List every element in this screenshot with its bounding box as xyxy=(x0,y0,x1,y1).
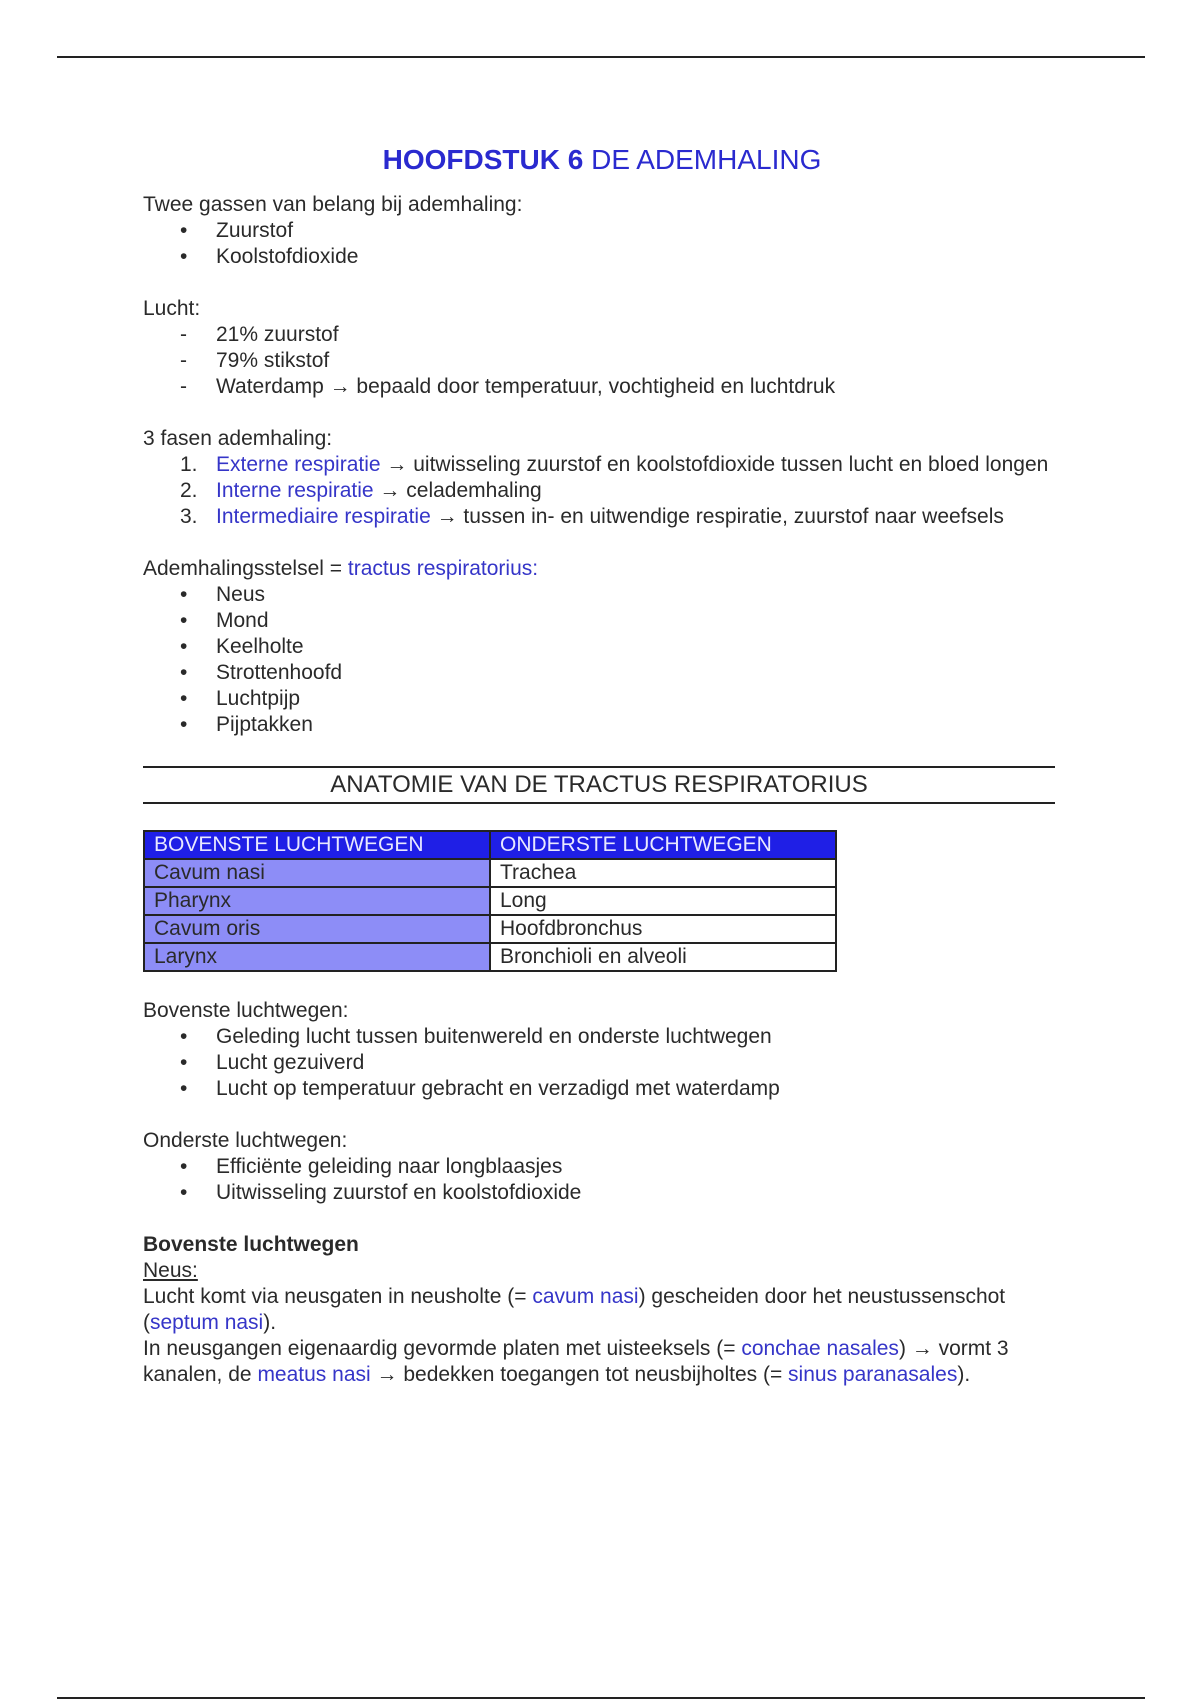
bullet-icon: • xyxy=(180,635,188,658)
term: sinus paranasales xyxy=(788,1363,958,1386)
list-item: • Keelholte xyxy=(180,635,304,658)
term: tractus respiratorius xyxy=(347,557,533,580)
term: Externe respiratie xyxy=(216,453,381,476)
dash-icon: - xyxy=(180,375,187,398)
lucht-intro: Lucht: xyxy=(143,297,201,320)
table-cell: Cavum oris xyxy=(144,915,490,943)
bullet-icon: • xyxy=(180,1181,188,1204)
bullet-icon: • xyxy=(180,1025,188,1048)
term: septum nasi xyxy=(150,1311,264,1334)
table-row xyxy=(144,915,836,943)
title-rest: DE ADEMHALING xyxy=(583,144,822,175)
bullet-icon: • xyxy=(180,1051,188,1074)
term: meatus nasi xyxy=(257,1363,371,1386)
page-top-rule xyxy=(57,56,1145,58)
list-item: • Zuurstof xyxy=(180,219,294,242)
list-item: • Strottenhoofd xyxy=(180,661,343,684)
term: Intermediaire respiratie xyxy=(216,505,431,528)
bullet-icon: • xyxy=(180,219,188,242)
term: Interne respiratie xyxy=(216,479,374,502)
dash-icon: - xyxy=(180,323,187,346)
term: conchae nasales xyxy=(741,1337,899,1360)
table-header-cell: ONDERSTE LUCHTWEGEN xyxy=(490,831,836,859)
table-cell: Pharynx xyxy=(144,887,490,915)
table-cell: Hoofdbronchus xyxy=(490,915,836,943)
bullet-icon: • xyxy=(180,687,188,710)
table-cell: Cavum nasi xyxy=(144,859,490,887)
stelsel-intro: Ademhalingsstelsel = tractus respiratorius: xyxy=(143,557,539,580)
fasen-list xyxy=(143,452,1063,530)
table-cell: Bronchioli en alveoli xyxy=(490,943,836,971)
list-item: 1. Externe respiratie → uitwisseling zuurstof en koolstofdioxide tussen lucht en bloed longen xyxy=(180,453,1049,476)
bullet-icon: • xyxy=(180,1077,188,1100)
list-item: - 21% zuurstof xyxy=(180,323,339,346)
table-cell: Larynx xyxy=(144,943,490,971)
gassen-intro: Twee gassen van belang bij ademhaling: xyxy=(143,193,523,216)
neus-heading: Bovenste luchtwegen xyxy=(143,1233,359,1256)
page-title xyxy=(141,140,1063,180)
stelsel-list xyxy=(143,582,1063,738)
title-bold: HOOFDSTUK 6 xyxy=(382,144,584,175)
onderste-list xyxy=(143,1154,1063,1206)
dash-icon: - xyxy=(180,349,187,372)
list-item: • Koolstofdioxide xyxy=(180,245,359,268)
neus-subheading: Neus: xyxy=(143,1259,198,1282)
section-heading: ANATOMIE VAN DE TRACTUS RESPIRATORIUS xyxy=(143,766,1055,804)
fasen-intro: 3 fasen ademhaling: xyxy=(143,427,333,450)
list-item: • Neus xyxy=(180,583,266,606)
table-header-cell: BOVENSTE LUCHTWEGEN xyxy=(144,831,490,859)
gassen-list xyxy=(143,218,1063,270)
table-row xyxy=(144,859,836,887)
list-item: 2. Interne respiratie → celademhaling xyxy=(180,479,542,502)
table-cell: Trachea xyxy=(490,859,836,887)
list-item: • Efficiënte geleiding naar longblaasjes xyxy=(180,1155,563,1178)
bullet-icon: • xyxy=(180,1155,188,1178)
neus-paragraph-1: Lucht komt via neusgaten in neusholte (= cavum nasi) gescheiden door het neustussenschot (septum nasi). xyxy=(143,1285,1006,1334)
onderste-intro: Onderste luchtwegen: xyxy=(143,1129,348,1152)
bovenste-list xyxy=(143,1024,1063,1102)
bovenste-intro: Bovenste luchtwegen: xyxy=(143,999,349,1022)
list-item: • Mond xyxy=(180,609,269,632)
bullet-icon: • xyxy=(180,583,188,606)
list-item: 3. Intermediaire respiratie → tussen in- en uitwendige respiratie, zuurstof naar weefsels xyxy=(180,505,1004,528)
table-row xyxy=(144,943,836,971)
bullet-icon: • xyxy=(180,713,188,736)
list-item: - 79% stikstof xyxy=(180,349,330,372)
list-item: • Uitwisseling zuurstof en koolstofdioxide xyxy=(180,1181,582,1204)
bullet-icon: • xyxy=(180,609,188,632)
list-item: • Luchtpijp xyxy=(180,687,301,710)
bullet-icon: • xyxy=(180,245,188,268)
list-item: • Geleding lucht tussen buitenwereld en onderste luchtwegen xyxy=(180,1025,772,1048)
bullet-icon: • xyxy=(180,661,188,684)
anatomy-table xyxy=(143,830,837,972)
page-bottom-rule xyxy=(57,1697,1145,1699)
list-item: • Lucht gezuiverd xyxy=(180,1051,365,1074)
list-item: • Pijptakken xyxy=(180,713,313,736)
table-row xyxy=(144,887,836,915)
lucht-list xyxy=(143,322,1063,400)
document-body xyxy=(143,140,1063,1388)
list-item: • Lucht op temperatuur gebracht en verzadigd met waterdamp xyxy=(180,1077,780,1100)
term: cavum nasi xyxy=(532,1285,639,1308)
list-item: - Waterdamp → bepaald door temperatuur, vochtigheid en luchtdruk xyxy=(180,375,836,398)
table-header-row xyxy=(144,831,836,859)
neus-paragraph-2: In neusgangen eigenaardig gevormde platen met uisteeksels (= conchae nasales) → vormt 3 kanalen, de meatus nasi → bedekken toegangen tot neusbijholtes (= sinus paranasales). xyxy=(143,1337,1009,1386)
table-cell: Long xyxy=(490,887,836,915)
